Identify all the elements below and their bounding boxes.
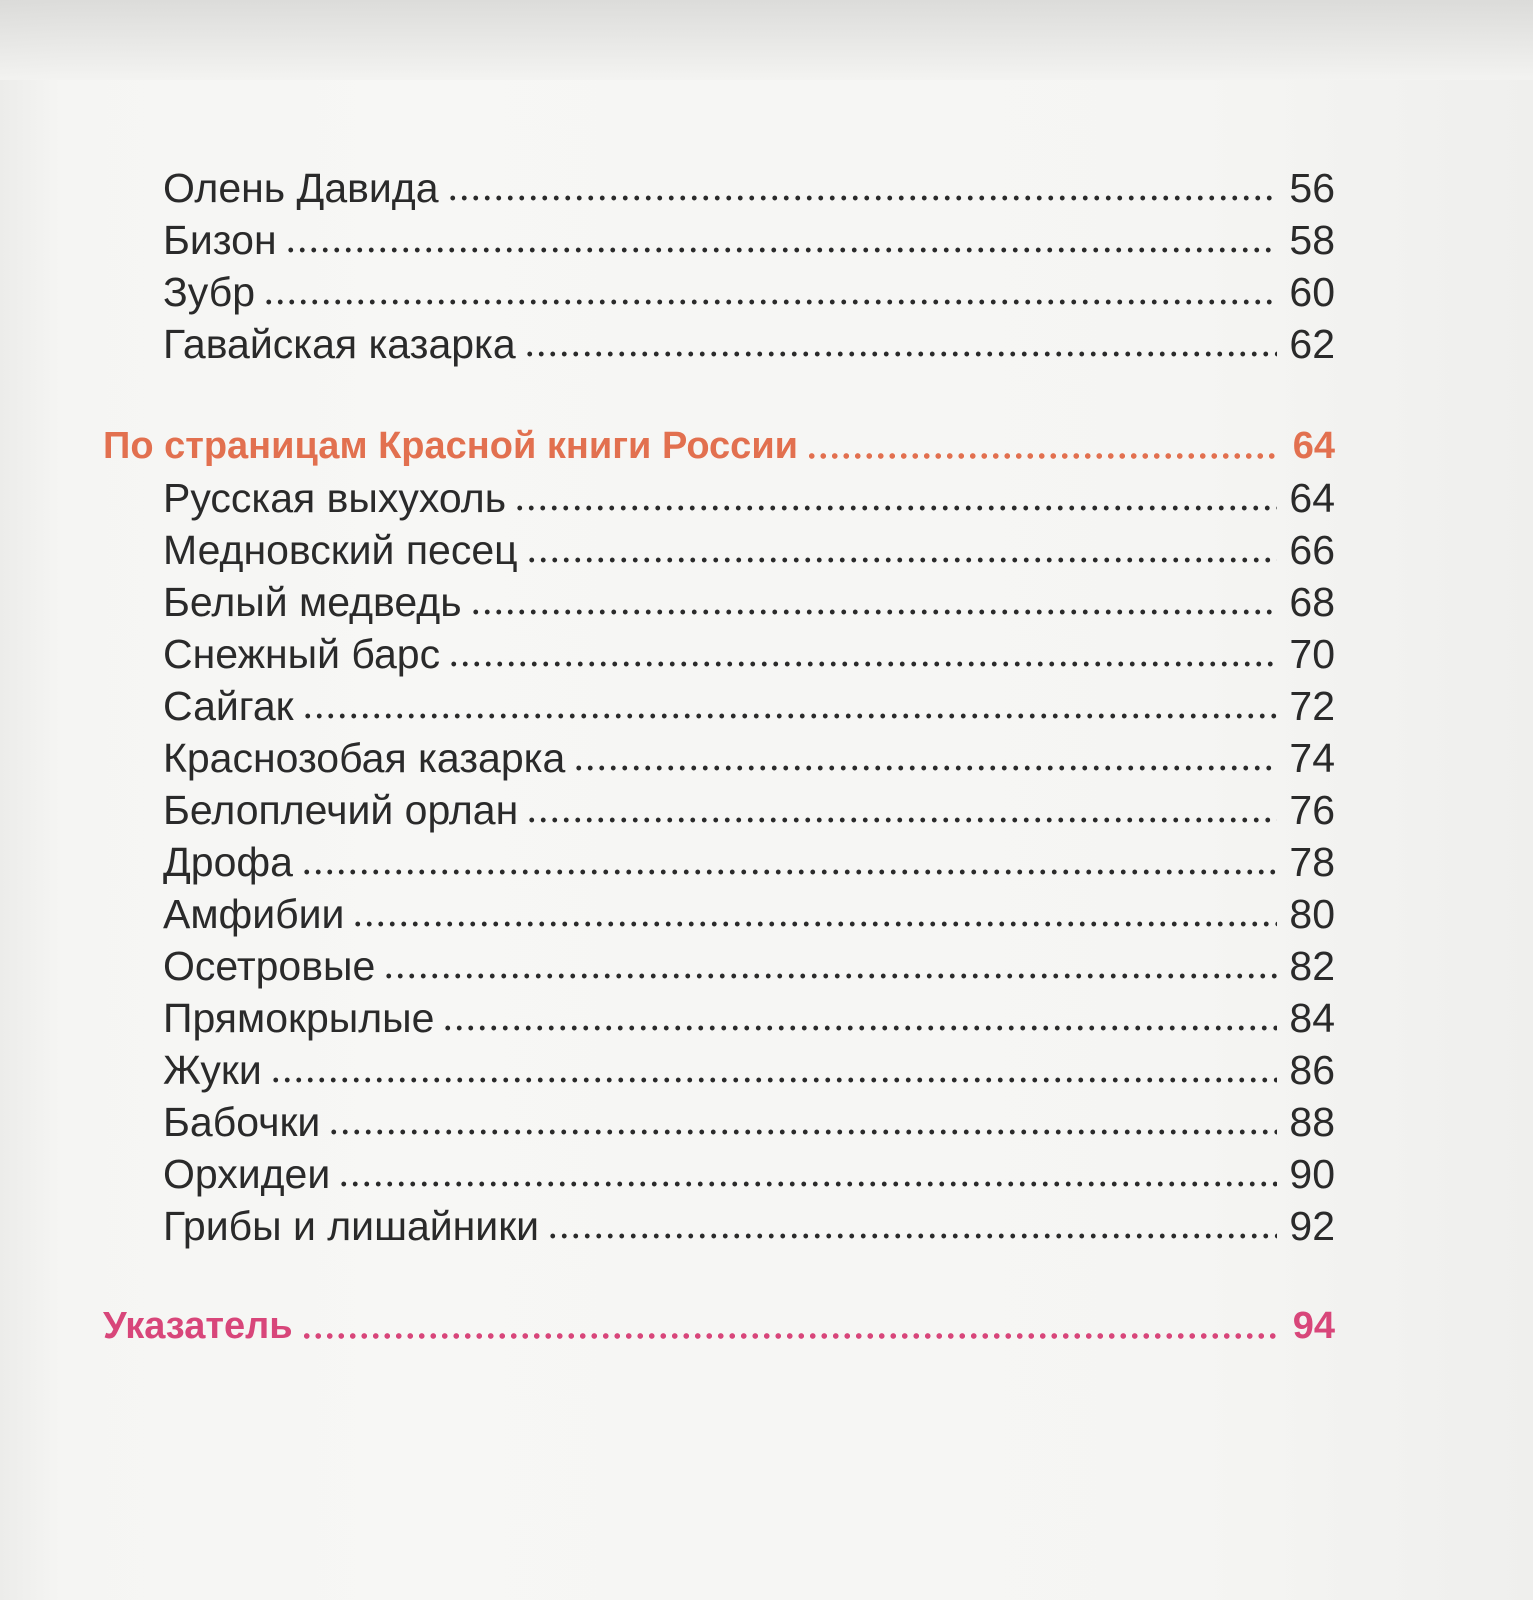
toc-leader-dots	[285, 244, 1277, 256]
toc-entry-title: Олень Давида	[163, 165, 439, 211]
toc-entry	[0, 214, 1335, 266]
toc-section-title: Указатель	[103, 1305, 293, 1347]
toc-entry	[0, 1096, 1335, 1148]
toc-entry-page: 62	[1289, 321, 1335, 367]
toc-section-page: 94	[1292, 1305, 1335, 1347]
toc-entry	[0, 576, 1335, 628]
toc-entry-title: Жуки	[163, 1047, 262, 1093]
toc-entry-title: Прямокрылые	[163, 995, 435, 1041]
toc-entry	[0, 940, 1335, 992]
toc-entry	[0, 836, 1335, 888]
toc-entry-page: 88	[1289, 1099, 1335, 1145]
toc-leader-dots	[526, 554, 1277, 566]
toc-entry	[0, 680, 1335, 732]
toc-entry-page: 58	[1289, 217, 1335, 263]
toc-entry	[0, 162, 1335, 214]
toc-entry	[0, 1044, 1335, 1096]
toc-entry	[0, 888, 1335, 940]
toc-section-index	[0, 1300, 1335, 1352]
toc-entry-page: 64	[1289, 475, 1335, 521]
toc-entry-title: Бизон	[163, 217, 277, 263]
toc-entry-title: Медновский песец	[163, 527, 518, 573]
toc-leader-dots	[263, 296, 1277, 308]
toc-entry	[0, 472, 1335, 524]
toc-leader-dots	[338, 1178, 1277, 1190]
toc-section-red-book	[0, 420, 1335, 472]
toc-entry-page: 84	[1289, 995, 1335, 1041]
toc-section-title: По страницам Красной книги России	[103, 425, 799, 467]
toc-entry	[0, 784, 1335, 836]
toc-entry-page: 74	[1289, 735, 1335, 781]
toc-entry-page: 66	[1289, 527, 1335, 573]
toc-entry-title: Орхидеи	[163, 1151, 331, 1197]
toc-entry-page: 76	[1289, 787, 1335, 833]
toc-leader-dots	[301, 866, 1277, 878]
toc-entry-title: Белоплечий орлан	[163, 787, 519, 833]
toc-entry-page: 60	[1289, 269, 1335, 315]
toc-leader-dots	[302, 710, 1277, 722]
toc-leader-dots	[328, 1126, 1277, 1138]
toc-entry-page: 72	[1289, 683, 1335, 729]
toc-leader-dots	[573, 762, 1277, 774]
toc-leader-dots	[352, 918, 1277, 930]
toc-entry-page: 92	[1289, 1203, 1335, 1249]
toc-entry	[0, 992, 1335, 1044]
toc-leader-dots	[442, 1022, 1277, 1034]
toc-entry-page: 80	[1289, 891, 1335, 937]
toc-entry-title: Русская выхухоль	[163, 475, 507, 521]
toc-entry-title: Бабочки	[163, 1099, 321, 1145]
toc-entry	[0, 1200, 1335, 1252]
toc-section-page: 64	[1292, 425, 1335, 467]
toc-entry	[0, 628, 1335, 680]
toc-leader-dots	[448, 658, 1277, 670]
toc-entry-page: 86	[1289, 1047, 1335, 1093]
toc-entry-page: 90	[1289, 1151, 1335, 1197]
toc-entry	[0, 318, 1335, 370]
toc-leader-dots	[806, 450, 1277, 462]
toc-entry-title: Грибы и лишайники	[163, 1203, 540, 1249]
toc-leader-dots	[514, 502, 1277, 514]
toc-entry-page: 82	[1289, 943, 1335, 989]
toc-entry	[0, 266, 1335, 318]
toc-entry-title: Краснозобая казарка	[163, 735, 566, 781]
toc-entry-title: Зубр	[163, 269, 256, 315]
toc-entry-title: Дрофа	[163, 839, 293, 885]
toc-leader-dots	[526, 814, 1277, 826]
toc-entry	[0, 1148, 1335, 1200]
toc-entry-title: Сайгак	[163, 683, 294, 729]
toc-entry-page: 70	[1289, 631, 1335, 677]
toc-leader-dots	[383, 970, 1277, 982]
toc-leader-dots	[470, 606, 1277, 618]
toc-entry-page: 56	[1289, 165, 1335, 211]
toc-entry-title: Белый медведь	[163, 579, 462, 625]
toc-entry-title: Гавайская казарка	[163, 321, 516, 367]
toc-entry-page: 68	[1289, 579, 1335, 625]
toc-entry	[0, 732, 1335, 784]
toc-entry-title: Осетровые	[163, 943, 376, 989]
toc-entry	[0, 524, 1335, 576]
toc-entry-title: Амфибии	[163, 891, 345, 937]
toc-leader-dots	[301, 1330, 1277, 1342]
toc-leader-dots	[270, 1074, 1277, 1086]
toc-entry-page: 78	[1289, 839, 1335, 885]
toc-leader-dots	[524, 348, 1277, 360]
toc-leader-dots	[547, 1230, 1277, 1242]
toc-leader-dots	[447, 192, 1277, 204]
toc-entry-title: Снежный барс	[163, 631, 441, 677]
